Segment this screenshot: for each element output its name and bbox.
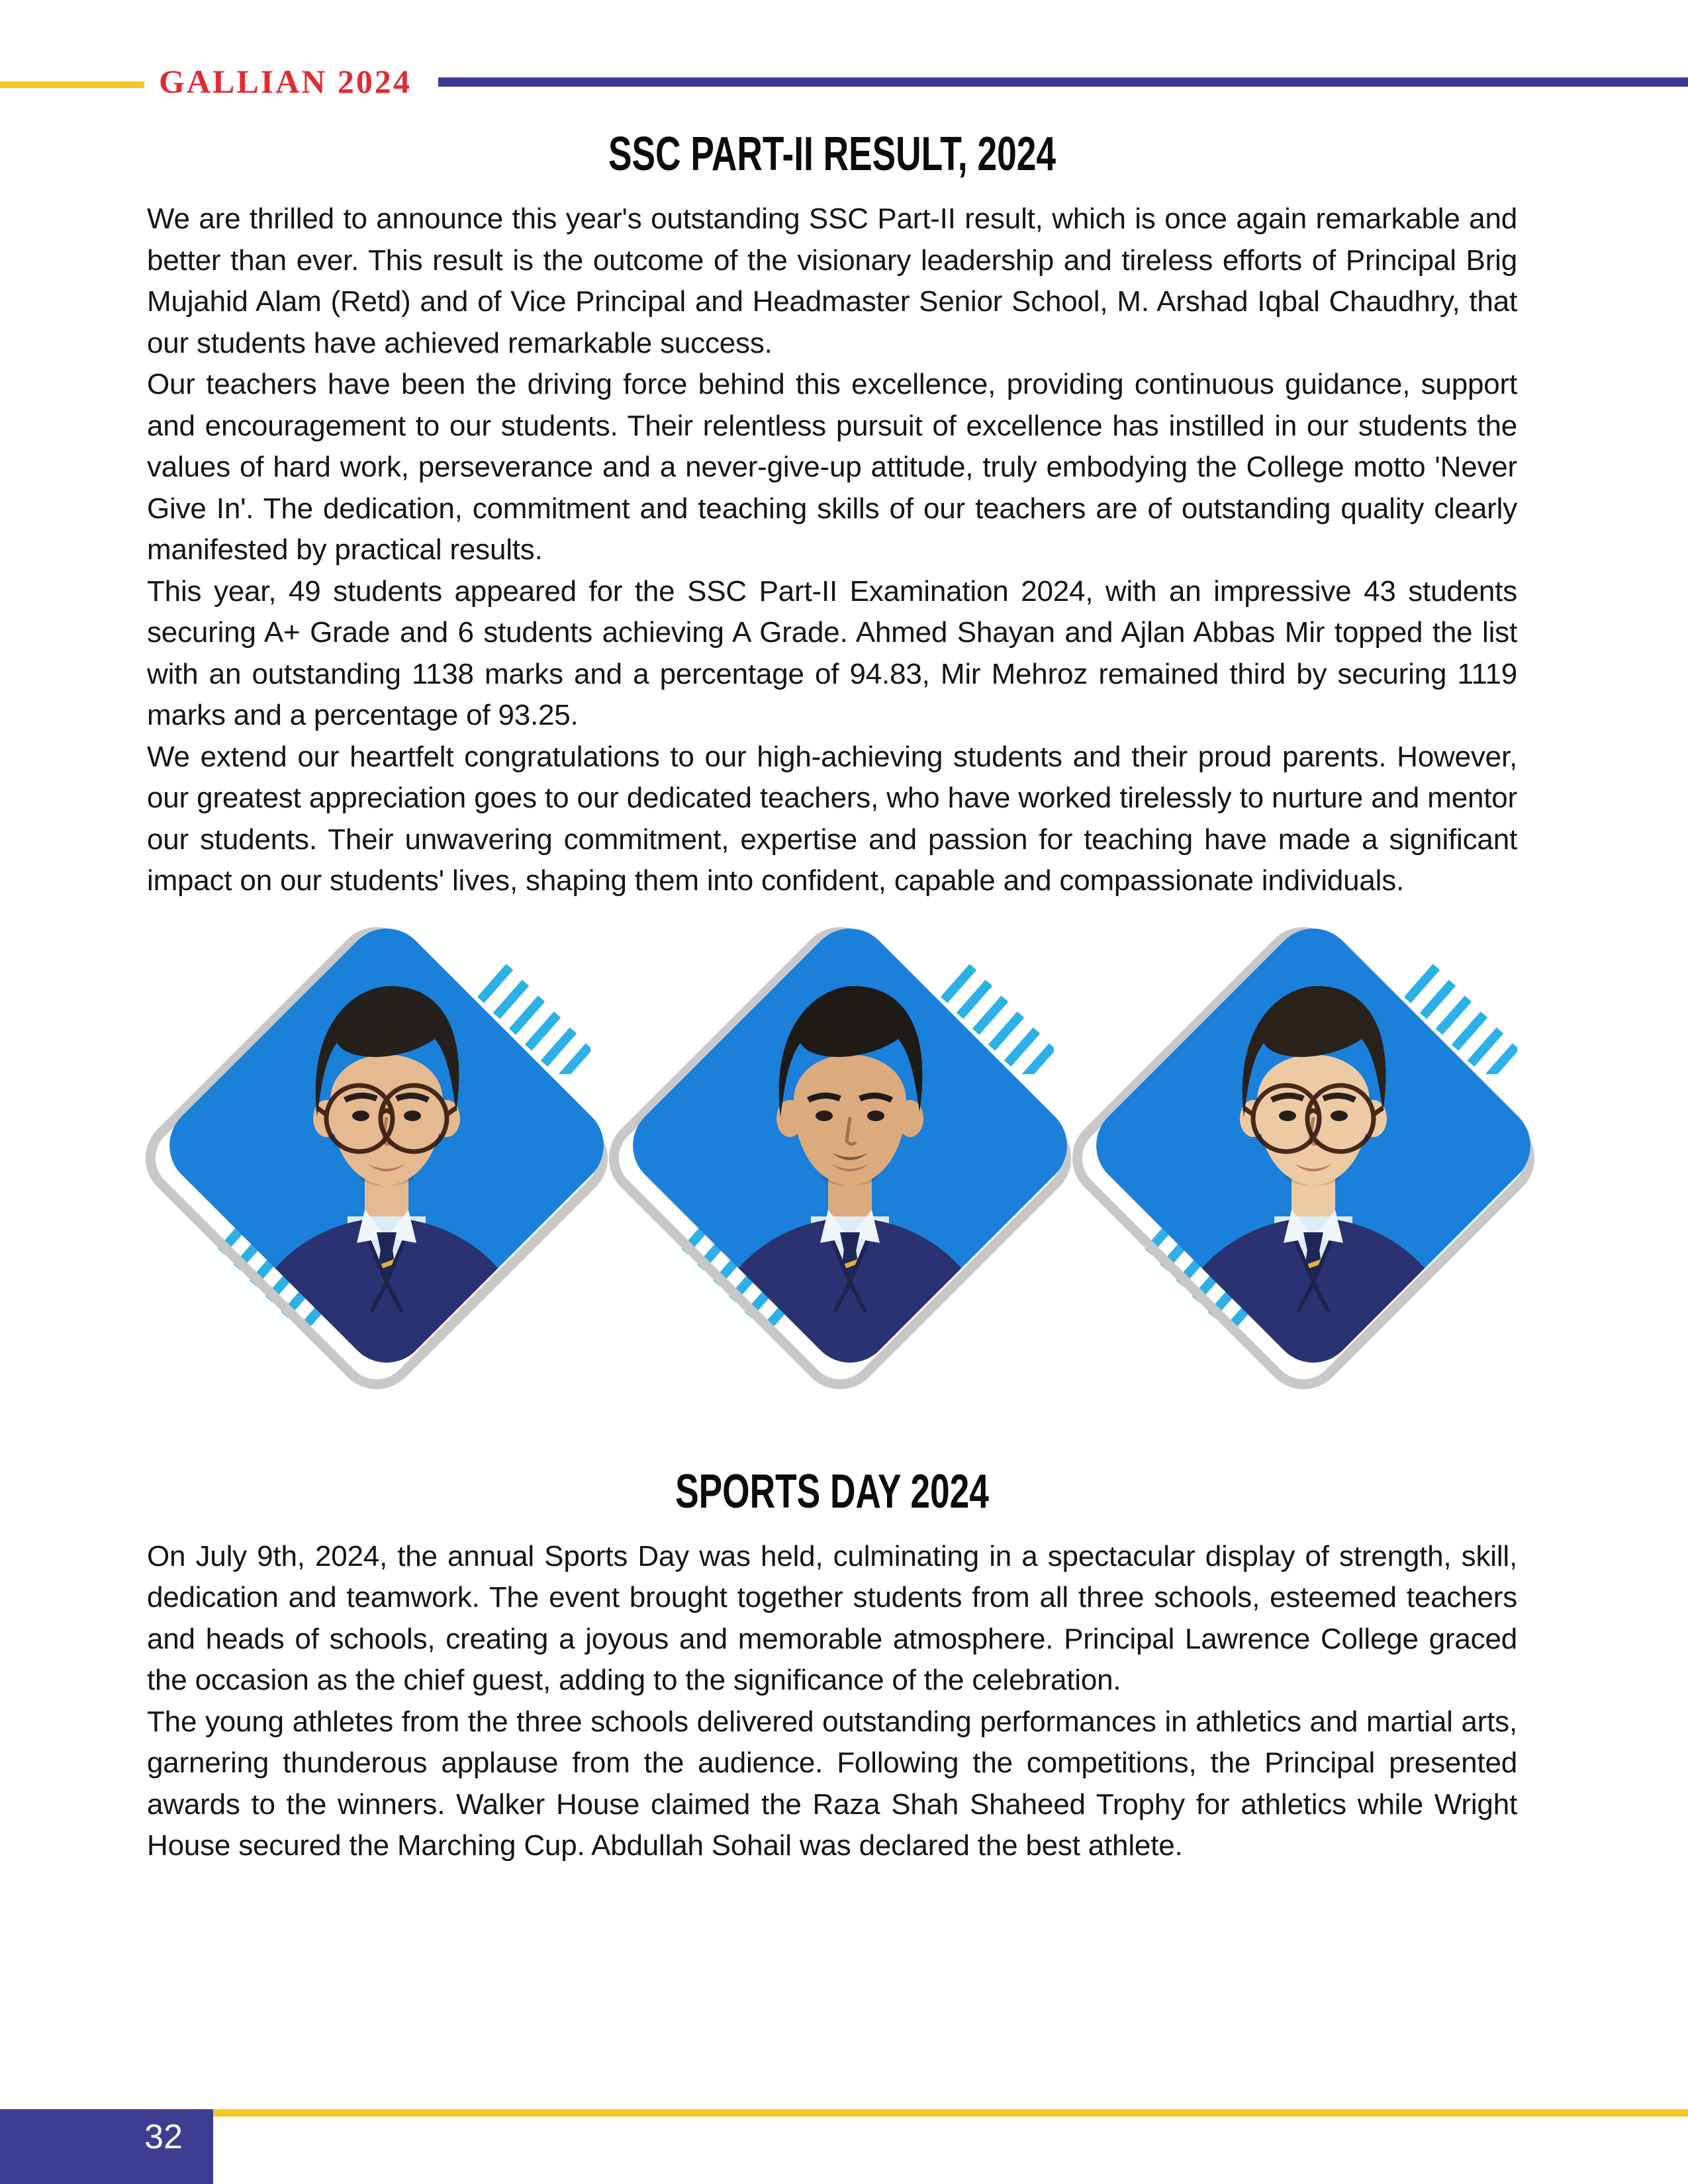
toppers-photo-gallery bbox=[147, 913, 1517, 1442]
paragraph: This year, 49 students appeared for the SSC Part-II Examination 2024, with an impressive 43 students securing A+ Grade and 6 students achieving A Grade. Ahmed Shayan and Ajlan Abbas Mir topped the list with an outstanding 1138 marks and a percentage of 94.83, Mir Mehroz remained third by securing 1119 marks and a percentage of 93.25. bbox=[147, 574, 1517, 731]
article-column bbox=[147, 127, 1517, 1867]
page-number: 32 bbox=[144, 2118, 183, 2156]
student-photo-diamond-3 bbox=[1074, 919, 1544, 1389]
student-photo-diamond-1 bbox=[147, 919, 617, 1389]
student-photo-diamond-2 bbox=[610, 919, 1080, 1389]
paragraph: We extend our heartfelt congratulations to our high-achieving students and their proud parents. However, our greatest appreciation goes to our dedicated teachers, who have worked tirelessly to nurture and mentor our students. Their unwavering commitment, expertise and passion for teaching have made a significant impact on our students' lives, shaping them into confident, capable and compassionate individuals. bbox=[147, 740, 1517, 897]
paragraph: On July 9th, 2024, the annual Sports Day was held, culminating in a spectacular display of strength, skill, dedication and teamwork. The event brought together students from all three schools, esteemed teachers and heads of schools, creating a joyous and memorable atmosphere. Principal Lawrence College graced the occasion as the chief guest, adding to the significance of the celebration. bbox=[147, 1539, 1517, 1696]
header-yellow-rule bbox=[0, 81, 144, 88]
page-number-badge bbox=[0, 2109, 213, 2184]
section-title-ssc-result: SSC PART-II RESULT, 2024 bbox=[608, 128, 1056, 181]
magazine-title: GALLIAN 2024 bbox=[159, 63, 412, 100]
footer-yellow-rule bbox=[213, 2109, 1688, 2116]
header-blue-rule bbox=[438, 77, 1688, 87]
paragraph: Our teachers have been the driving force behind this excellence, providing continuous guidance, support and encouragement to our students. Their relentless pursuit of excellence has instilled in our students the values of hard work, perseverance and a never-give-up attitude, truly embodying the College motto 'Never Give In'. The dedication, commitment and teaching skills of our teachers are of outstanding quality clearly manifested by practical results. bbox=[147, 368, 1517, 566]
paragraph: The young athletes from the three schools delivered outstanding performances in athletics and martial arts, garnering thunderous applause from the audience. Following the competitions, the Principal presented awards to the winners. Walker House claimed the Raza Shah Shaheed Trophy for athletics while Wright House secured the Marching Cup. Abdullah Sohail was declared the best athlete. bbox=[147, 1705, 1517, 1862]
section-title-sports-day: SPORTS DAY 2024 bbox=[675, 1465, 989, 1518]
paragraph: We are thrilled to announce this year's outstanding SSC Part-II result, which is once again remarkable and better than ever. This result is the outcome of the visionary leadership and tireless efforts of Principal Brig Mujahid Alam (Retd) and of Vice Principal and Headmaster Senior School, M. Arshad Iqbal Chaudhry, that our students have achieved remarkable success. bbox=[147, 203, 1517, 359]
